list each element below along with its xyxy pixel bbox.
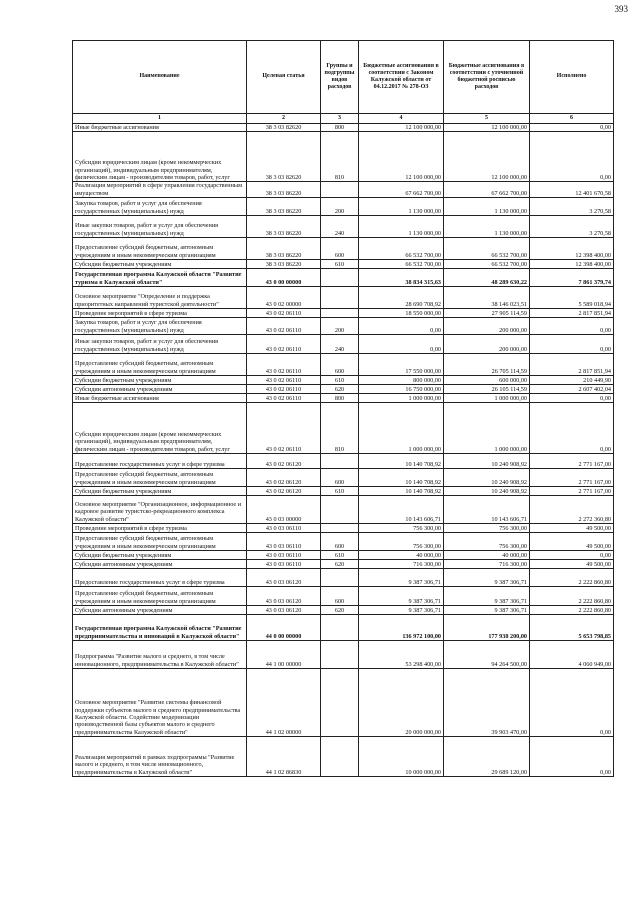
row-executed-amount-cell: 49 500,00 xyxy=(530,523,614,532)
row-name-cell: Предоставление субсидий бюджетным, автономным учреждениям и иным некоммерческим организациям xyxy=(73,586,247,605)
row-law-amount-cell: 66 532 700,00 xyxy=(359,237,444,259)
row-group-cell: 610 xyxy=(321,550,359,559)
row-law-amount-cell: 67 662 700,00 xyxy=(359,182,444,198)
table-row xyxy=(73,736,614,776)
row-group-cell: 800 xyxy=(321,393,359,402)
row-revised-amount-cell: 9 387 306,71 xyxy=(444,568,530,586)
row-name-cell: Предоставление субсидий бюджетным, автономным учреждениям и иным некоммерческим организациям xyxy=(73,237,247,259)
table-row xyxy=(73,353,614,375)
table-row xyxy=(73,375,614,384)
row-executed-amount-cell: 2 222 860,80 xyxy=(530,568,614,586)
row-revised-amount-cell: 200 000,00 xyxy=(444,334,530,353)
row-code-cell: 43 0 02 00000 xyxy=(247,286,321,308)
table-row xyxy=(73,124,614,132)
row-name-cell: Закупка товаров, работ и услуг для обеспечения государственных (муниципальных) нужд xyxy=(73,317,247,334)
row-revised-amount-cell: 10 143 606,71 xyxy=(444,495,530,523)
row-executed-amount-cell: 49 500,00 xyxy=(530,532,614,550)
row-law-amount-cell: 800 000,00 xyxy=(359,375,444,384)
row-name-cell: Основное мероприятие "Организационное, информационное и кадровое развитие туристско-рекреационного комплекса Калужской области" xyxy=(73,495,247,523)
table-row xyxy=(73,286,614,308)
row-name-cell: Иные бюджетные ассигнования xyxy=(73,393,247,402)
table-row xyxy=(73,550,614,559)
row-executed-amount-cell: 2 607 402,04 xyxy=(530,384,614,393)
row-revised-amount-cell: 10 240 908,92 xyxy=(444,468,530,486)
row-law-amount-cell: 10 000 000,00 xyxy=(359,736,444,776)
row-executed-amount-cell: 2 817 851,94 xyxy=(530,308,614,317)
page-number: 393 xyxy=(614,4,628,14)
column-number: 6 xyxy=(530,114,614,124)
table-row xyxy=(73,614,614,640)
table-row xyxy=(73,559,614,568)
column-number: 5 xyxy=(444,114,530,124)
column-number: 3 xyxy=(321,114,359,124)
table-row xyxy=(73,586,614,605)
row-code-cell: 44 1 02 86830 xyxy=(247,736,321,776)
row-name-cell: Закупка товаров, работ и услуг для обеспечения государственных (муниципальных) нужд xyxy=(73,197,247,215)
row-executed-amount-cell: 0,00 xyxy=(530,402,614,453)
row-group-cell xyxy=(321,268,359,286)
row-law-amount-cell: 756 300,00 xyxy=(359,532,444,550)
table-row xyxy=(73,523,614,532)
column-number: 1 xyxy=(73,114,247,124)
row-executed-amount-cell: 12 398 400,00 xyxy=(530,237,614,259)
row-name-cell: Предоставление государственных услуг в сфере туризма xyxy=(73,453,247,468)
row-name-cell: Основное мероприятие "Определение и поддержка приоритетных направлений туристской деятельности" xyxy=(73,286,247,308)
row-group-cell: 610 xyxy=(321,375,359,384)
row-revised-amount-cell: 10 240 908,92 xyxy=(444,453,530,468)
row-name-cell: Государственная программа Калужской области "Развитие туризма в Калужской области" xyxy=(73,268,247,286)
row-group-cell xyxy=(321,668,359,736)
row-name-cell: Субсидии юридическим лицам (кроме некоммерческих организаций), индивидуальным предпринимателям, физическим лицам - производителям товаров, работ, услуг xyxy=(73,132,247,182)
row-name-cell: Проведение мероприятий в сфере туризма xyxy=(73,308,247,317)
row-revised-amount-cell: 12 100 000,00 xyxy=(444,132,530,182)
row-executed-amount-cell: 4 060 949,00 xyxy=(530,640,614,668)
row-code-cell: 43 0 02 06110 xyxy=(247,393,321,402)
row-revised-amount-cell: 756 300,00 xyxy=(444,532,530,550)
row-group-cell xyxy=(321,182,359,198)
row-name-cell: Субсидии автономным учреждениям xyxy=(73,605,247,614)
table-row xyxy=(73,605,614,614)
row-name-cell: Предоставление субсидий бюджетным, автономным учреждениям и иным некоммерческим организациям xyxy=(73,353,247,375)
table-row xyxy=(73,668,614,736)
row-executed-amount-cell: 0,00 xyxy=(530,334,614,353)
row-law-amount-cell: 18 550 000,00 xyxy=(359,308,444,317)
row-executed-amount-cell: 7 861 379,74 xyxy=(530,268,614,286)
row-code-cell: 43 0 00 00000 xyxy=(247,268,321,286)
row-law-amount-cell: 53 298 400,00 xyxy=(359,640,444,668)
row-name-cell: Иные бюджетные ассигнования xyxy=(73,124,247,132)
row-code-cell: 44 0 00 00000 xyxy=(247,614,321,640)
header-expense-groups: Группы и подгруппы видов расходов xyxy=(321,41,359,114)
row-code-cell: 43 0 03 00000 xyxy=(247,495,321,523)
row-group-cell: 600 xyxy=(321,586,359,605)
row-law-amount-cell: 10 140 708,92 xyxy=(359,453,444,468)
row-law-amount-cell: 40 000,00 xyxy=(359,550,444,559)
row-code-cell: 38 3 03 86220 xyxy=(247,197,321,215)
table-row xyxy=(73,568,614,586)
row-code-cell: 43 0 02 06110 xyxy=(247,308,321,317)
row-executed-amount-cell: 0,00 xyxy=(530,736,614,776)
row-law-amount-cell: 10 140 708,92 xyxy=(359,468,444,486)
row-law-amount-cell: 16 750 000,00 xyxy=(359,384,444,393)
row-name-cell: Субсидии бюджетным учреждениям xyxy=(73,375,247,384)
row-name-cell: Предоставление субсидий бюджетным, автономным учреждениям и иным некоммерческим организациям xyxy=(73,468,247,486)
row-law-amount-cell: 756 300,00 xyxy=(359,523,444,532)
row-group-cell: 610 xyxy=(321,486,359,495)
row-executed-amount-cell: 2 771 167,00 xyxy=(530,453,614,468)
row-law-amount-cell: 1 130 000,00 xyxy=(359,215,444,237)
row-law-amount-cell: 9 387 306,71 xyxy=(359,568,444,586)
row-revised-amount-cell: 756 300,00 xyxy=(444,523,530,532)
row-group-cell: 610 xyxy=(321,259,359,268)
row-revised-amount-cell: 177 938 200,00 xyxy=(444,614,530,640)
row-executed-amount-cell: 0,00 xyxy=(530,550,614,559)
table-row xyxy=(73,495,614,523)
row-executed-amount-cell: 3 270,58 xyxy=(530,215,614,237)
row-executed-amount-cell: 12 398 400,00 xyxy=(530,259,614,268)
row-group-cell xyxy=(321,286,359,308)
row-name-cell: Субсидии автономным учреждениям xyxy=(73,559,247,568)
row-code-cell: 38 3 03 86220 xyxy=(247,182,321,198)
row-name-cell: Предоставление государственных услуг в сфере туризма xyxy=(73,568,247,586)
row-law-amount-cell: 0,00 xyxy=(359,334,444,353)
row-code-cell: 43 0 03 06110 xyxy=(247,559,321,568)
row-code-cell: 43 0 02 06120 xyxy=(247,453,321,468)
row-name-cell: Иные закупки товаров, работ и услуг для обеспечения государственных (муниципальных) нужд xyxy=(73,215,247,237)
row-name-cell: Реализация мероприятий в сфере управления государственным имуществом xyxy=(73,182,247,198)
table-row xyxy=(73,317,614,334)
row-group-cell xyxy=(321,614,359,640)
row-executed-amount-cell: 2 771 167,00 xyxy=(530,486,614,495)
row-code-cell: 43 0 03 06120 xyxy=(247,568,321,586)
row-group-cell: 600 xyxy=(321,468,359,486)
row-executed-amount-cell: 2 222 860,80 xyxy=(530,605,614,614)
table-row xyxy=(73,259,614,268)
row-law-amount-cell: 10 140 708,92 xyxy=(359,486,444,495)
row-law-amount-cell: 10 143 606,71 xyxy=(359,495,444,523)
row-revised-amount-cell: 26 705 114,59 xyxy=(444,353,530,375)
row-code-cell: 38 3 03 86220 xyxy=(247,237,321,259)
row-code-cell: 43 0 03 06110 xyxy=(247,532,321,550)
row-code-cell: 43 0 02 06110 xyxy=(247,353,321,375)
row-revised-amount-cell: 10 240 908,92 xyxy=(444,486,530,495)
header-name: Наименование xyxy=(73,41,247,114)
row-revised-amount-cell: 200 000,00 xyxy=(444,317,530,334)
row-revised-amount-cell: 27 905 114,59 xyxy=(444,308,530,317)
row-revised-amount-cell: 39 903 470,00 xyxy=(444,668,530,736)
row-code-cell: 38 3 03 86220 xyxy=(247,259,321,268)
row-law-amount-cell: 9 387 306,71 xyxy=(359,586,444,605)
row-executed-amount-cell: 0,00 xyxy=(530,393,614,402)
row-executed-amount-cell: 12 401 670,58 xyxy=(530,182,614,198)
row-code-cell: 43 0 03 06120 xyxy=(247,586,321,605)
table-row xyxy=(73,308,614,317)
column-number-row xyxy=(73,114,614,124)
row-group-cell: 200 xyxy=(321,197,359,215)
row-revised-amount-cell: 600 000,00 xyxy=(444,375,530,384)
row-revised-amount-cell: 1 130 000,00 xyxy=(444,215,530,237)
row-revised-amount-cell: 12 100 000,00 xyxy=(444,124,530,132)
row-group-cell: 810 xyxy=(321,132,359,182)
header-revised-allocations: Бюджетные ассигнования в соответствии с уточненной бюджетной росписью расходов xyxy=(444,41,530,114)
row-name-cell: Государственная программа Калужской области "Развитие предпринимательства и инноваций в Калужской области" xyxy=(73,614,247,640)
row-code-cell: 43 0 03 06120 xyxy=(247,605,321,614)
row-executed-amount-cell: 2 771 167,00 xyxy=(530,468,614,486)
row-revised-amount-cell: 1 000 000,00 xyxy=(444,393,530,402)
row-law-amount-cell: 1 000 000,00 xyxy=(359,402,444,453)
column-number: 4 xyxy=(359,114,444,124)
row-code-cell: 44 1 02 00000 xyxy=(247,668,321,736)
table-row xyxy=(73,532,614,550)
row-group-cell: 620 xyxy=(321,605,359,614)
row-revised-amount-cell: 26 105 114,59 xyxy=(444,384,530,393)
row-executed-amount-cell: 2 222 860,80 xyxy=(530,586,614,605)
row-group-cell: 200 xyxy=(321,317,359,334)
table-row xyxy=(73,402,614,453)
row-name-cell: Подпрограмма "Развитие малого и среднего, в том числе инновационного, предпринимательства в Калужской области" xyxy=(73,640,247,668)
row-group-cell: 600 xyxy=(321,532,359,550)
row-law-amount-cell: 1 130 000,00 xyxy=(359,197,444,215)
row-executed-amount-cell: 0,00 xyxy=(530,132,614,182)
row-name-cell: Предоставление субсидий бюджетным, автономным учреждениям и иным некоммерческим организациям xyxy=(73,532,247,550)
row-group-cell: 810 xyxy=(321,402,359,453)
row-executed-amount-cell: 210 449,90 xyxy=(530,375,614,384)
row-group-cell: 600 xyxy=(321,237,359,259)
row-name-cell: Иные закупки товаров, работ и услуг для обеспечения государственных (муниципальных) нужд xyxy=(73,334,247,353)
row-revised-amount-cell: 9 387 306,71 xyxy=(444,605,530,614)
row-revised-amount-cell: 1 130 000,00 xyxy=(444,197,530,215)
row-law-amount-cell: 66 532 700,00 xyxy=(359,259,444,268)
row-executed-amount-cell: 0,00 xyxy=(530,668,614,736)
row-executed-amount-cell: 2 817 851,94 xyxy=(530,353,614,375)
row-code-cell: 43 0 02 06110 xyxy=(247,384,321,393)
budget-table xyxy=(72,40,614,777)
header-target-article: Целевая статья xyxy=(247,41,321,114)
row-revised-amount-cell: 9 387 306,71 xyxy=(444,586,530,605)
row-name-cell: Субсидии бюджетным учреждениям xyxy=(73,486,247,495)
row-name-cell: Реализация мероприятий в рамках подпрограммы "Развитие малого и среднего, в том числе инновационного, предпринимательства в Калужской области" xyxy=(73,736,247,776)
row-executed-amount-cell: 5 589 018,94 xyxy=(530,286,614,308)
row-law-amount-cell: 0,00 xyxy=(359,317,444,334)
row-name-cell: Субсидии автономным учреждениям xyxy=(73,384,247,393)
table-row xyxy=(73,334,614,353)
row-executed-amount-cell: 0,00 xyxy=(530,317,614,334)
row-revised-amount-cell: 1 000 000,00 xyxy=(444,402,530,453)
row-group-cell: 240 xyxy=(321,215,359,237)
row-code-cell: 43 0 02 06110 xyxy=(247,334,321,353)
row-code-cell: 43 0 02 06110 xyxy=(247,375,321,384)
row-revised-amount-cell: 716 300,00 xyxy=(444,559,530,568)
row-name-cell: Основное мероприятие "Развитие системы финансовой поддержки субъектов малого и среднего предпринимательства Калужской области. Содействие модернизации производственной базы субъектов малого и среднего предпринимательства Калужской области" xyxy=(73,668,247,736)
row-group-cell xyxy=(321,568,359,586)
row-executed-amount-cell: 2 272 360,80 xyxy=(530,495,614,523)
row-code-cell: 43 0 02 06110 xyxy=(247,317,321,334)
row-revised-amount-cell: 40 000,00 xyxy=(444,550,530,559)
table-row xyxy=(73,640,614,668)
row-code-cell: 43 0 02 06120 xyxy=(247,486,321,495)
row-law-amount-cell: 716 300,00 xyxy=(359,559,444,568)
row-group-cell: 240 xyxy=(321,334,359,353)
row-revised-amount-cell: 29 689 120,00 xyxy=(444,736,530,776)
header-law-allocations: Бюджетные ассигнования в соответствии с Законом Калужской области от 04.12.2017 № 278-ОЗ xyxy=(359,41,444,114)
row-code-cell: 43 0 03 06110 xyxy=(247,550,321,559)
row-group-cell xyxy=(321,736,359,776)
row-law-amount-cell: 1 000 000,00 xyxy=(359,393,444,402)
row-revised-amount-cell: 66 532 700,00 xyxy=(444,237,530,259)
row-group-cell xyxy=(321,523,359,532)
row-revised-amount-cell: 38 146 023,51 xyxy=(444,286,530,308)
row-group-cell: 620 xyxy=(321,384,359,393)
table-row xyxy=(73,393,614,402)
row-executed-amount-cell: 5 653 798,85 xyxy=(530,614,614,640)
row-group-cell xyxy=(321,495,359,523)
row-law-amount-cell: 28 690 708,92 xyxy=(359,286,444,308)
table-row xyxy=(73,453,614,468)
table-body xyxy=(73,124,614,777)
row-group-cell: 800 xyxy=(321,124,359,132)
table-row xyxy=(73,215,614,237)
row-code-cell: 38 3 03 82620 xyxy=(247,124,321,132)
row-law-amount-cell: 38 834 315,63 xyxy=(359,268,444,286)
row-code-cell: 38 3 03 82620 xyxy=(247,132,321,182)
row-name-cell: Субсидии бюджетным учреждениям xyxy=(73,550,247,559)
row-revised-amount-cell: 67 662 700,00 xyxy=(444,182,530,198)
table-row xyxy=(73,486,614,495)
table-row xyxy=(73,197,614,215)
row-law-amount-cell: 12 100 000,00 xyxy=(359,124,444,132)
table-row xyxy=(73,268,614,286)
row-revised-amount-cell: 94 264 500,00 xyxy=(444,640,530,668)
row-group-cell xyxy=(321,640,359,668)
table-row xyxy=(73,384,614,393)
table-row xyxy=(73,132,614,182)
row-code-cell: 38 3 03 86220 xyxy=(247,215,321,237)
header-row xyxy=(73,41,614,114)
row-code-cell: 44 1 00 00000 xyxy=(247,640,321,668)
row-executed-amount-cell: 49 500,00 xyxy=(530,559,614,568)
row-group-cell xyxy=(321,308,359,317)
row-name-cell: Проведение мероприятий в сфере туризма xyxy=(73,523,247,532)
row-revised-amount-cell: 66 532 700,00 xyxy=(444,259,530,268)
table-row xyxy=(73,468,614,486)
row-law-amount-cell: 136 972 100,00 xyxy=(359,614,444,640)
row-law-amount-cell: 12 100 000,00 xyxy=(359,132,444,182)
row-group-cell: 620 xyxy=(321,559,359,568)
row-executed-amount-cell: 0,00 xyxy=(530,124,614,132)
header-executed: Исполнено xyxy=(530,41,614,114)
row-law-amount-cell: 20 000 000,00 xyxy=(359,668,444,736)
row-group-cell: 600 xyxy=(321,353,359,375)
row-executed-amount-cell: 3 270,58 xyxy=(530,197,614,215)
row-law-amount-cell: 17 550 000,00 xyxy=(359,353,444,375)
row-law-amount-cell: 9 387 306,71 xyxy=(359,605,444,614)
row-code-cell: 43 0 03 06110 xyxy=(247,523,321,532)
row-name-cell: Субсидии юридическим лицам (кроме некоммерческих организаций), индивидуальным предпринимателям, физическим лицам - производителям товаров, работ, услуг xyxy=(73,402,247,453)
row-name-cell: Субсидии бюджетным учреждениям xyxy=(73,259,247,268)
table-row xyxy=(73,237,614,259)
row-group-cell xyxy=(321,453,359,468)
row-revised-amount-cell: 48 289 630,22 xyxy=(444,268,530,286)
row-code-cell: 43 0 02 06110 xyxy=(247,402,321,453)
row-code-cell: 43 0 02 06120 xyxy=(247,468,321,486)
column-number: 2 xyxy=(247,114,321,124)
table-row xyxy=(73,182,614,198)
